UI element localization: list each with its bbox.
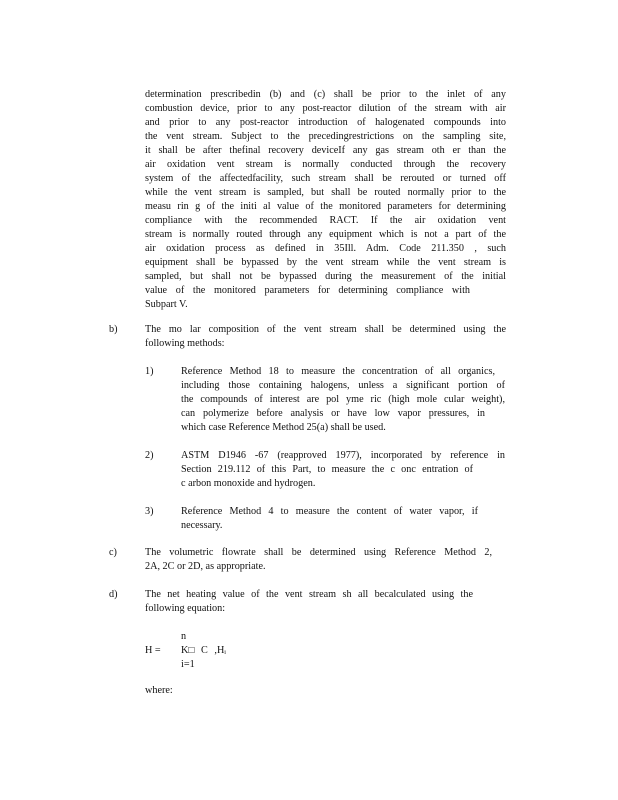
intro-line: value of the monitored parameters for determining compliance with xyxy=(145,285,470,296)
subitem-1-line: including those containing halogens, unless a significant portion of xyxy=(181,380,505,391)
subitem-1-line: can polymerize before analysis or have low vapor pressures, in xyxy=(181,408,485,419)
equation-upper-limit: n xyxy=(181,631,187,642)
item-c-marker: c) xyxy=(109,547,117,558)
item-d-line: The net heating value of the vent stream sh all becalculated using the xyxy=(145,589,473,600)
intro-line: the vent stream. Subject to the precedingrestrictions on the sampling site, xyxy=(145,131,506,142)
intro-line: determination prescribedin (b) and (c) shall be prior to the inlet of any xyxy=(145,89,506,100)
equation-lhs: H = xyxy=(145,645,161,656)
intro-line: combustion device, prior to any post-reactor dilution of the stream with air xyxy=(145,103,506,114)
subitem-2-marker: 2) xyxy=(145,450,154,461)
item-c-line: 2A, 2C or 2D, as appropriate. xyxy=(145,561,266,572)
intro-line: and prior to any post-reactor introduction of halogenated compounds into xyxy=(145,117,506,128)
subitem-2-line: c arbon monoxide and hydrogen. xyxy=(181,478,316,489)
intro-line: system of the affectedfacility, such stream shall be rerouted or turned off xyxy=(145,173,506,184)
subitem-2-line: ASTM D1946 -67 (reapproved 1977), incorporated by reference in xyxy=(181,450,505,461)
intro-line: stream is normally routed through any equipment which is not a part of the xyxy=(145,229,506,240)
intro-line: Subpart V. xyxy=(145,299,188,310)
subitem-3-line: necessary. xyxy=(181,520,223,531)
subitem-1-line: which case Reference Method 25(a) shall be used. xyxy=(181,422,386,433)
intro-line: measu rin g of the initi al value of the monitored parameters for determining xyxy=(145,201,506,212)
where-label: where: xyxy=(145,685,173,696)
intro-line: while the vent stream is sampled, but shall be routed normally prior to the xyxy=(145,187,506,198)
subitem-3-marker: 3) xyxy=(145,506,154,517)
item-b-marker: b) xyxy=(109,324,118,335)
item-c-line: The volumetric flowrate shall be determined using Reference Method 2, xyxy=(145,547,492,558)
intro-line: air oxidation process as defined in 35Ill. Adm. Code 211.350 , such xyxy=(145,243,506,254)
subitem-1-line: Reference Method 18 to measure the concentration of all organics, xyxy=(181,366,495,377)
intro-line: equipment shall be bypassed by the vent stream while the vent stream is xyxy=(145,257,506,268)
equation-body: K□ C ,Hᵢ xyxy=(181,645,226,656)
item-d-marker: d) xyxy=(109,589,118,600)
intro-line: sampled, but shall not be bypassed during the measurement of the initial xyxy=(145,271,506,282)
subitem-3-line: Reference Method 4 to measure the content of water vapor, if xyxy=(181,506,478,517)
intro-line: it shall be after thefinal recovery deviceIf any gas stream oth er than the xyxy=(145,145,506,156)
item-b-line: The mo lar composition of the vent stream shall be determined using the xyxy=(145,324,506,335)
item-b-line: following methods: xyxy=(145,338,225,349)
subitem-2-line: Section 219.112 of this Part, to measure the c onc entration of xyxy=(181,464,473,475)
equation-lower-limit: i=1 xyxy=(181,659,195,670)
intro-line: air oxidation vent stream is normally conducted through the recovery xyxy=(145,159,506,170)
subitem-1-marker: 1) xyxy=(145,366,154,377)
subitem-1-line: the compounds of interest are pol yme ric (high mole cular weight), xyxy=(181,394,505,405)
intro-line: compliance with the recommended RACT. If the air oxidation vent xyxy=(145,215,506,226)
item-d-line: following equation: xyxy=(145,603,226,614)
